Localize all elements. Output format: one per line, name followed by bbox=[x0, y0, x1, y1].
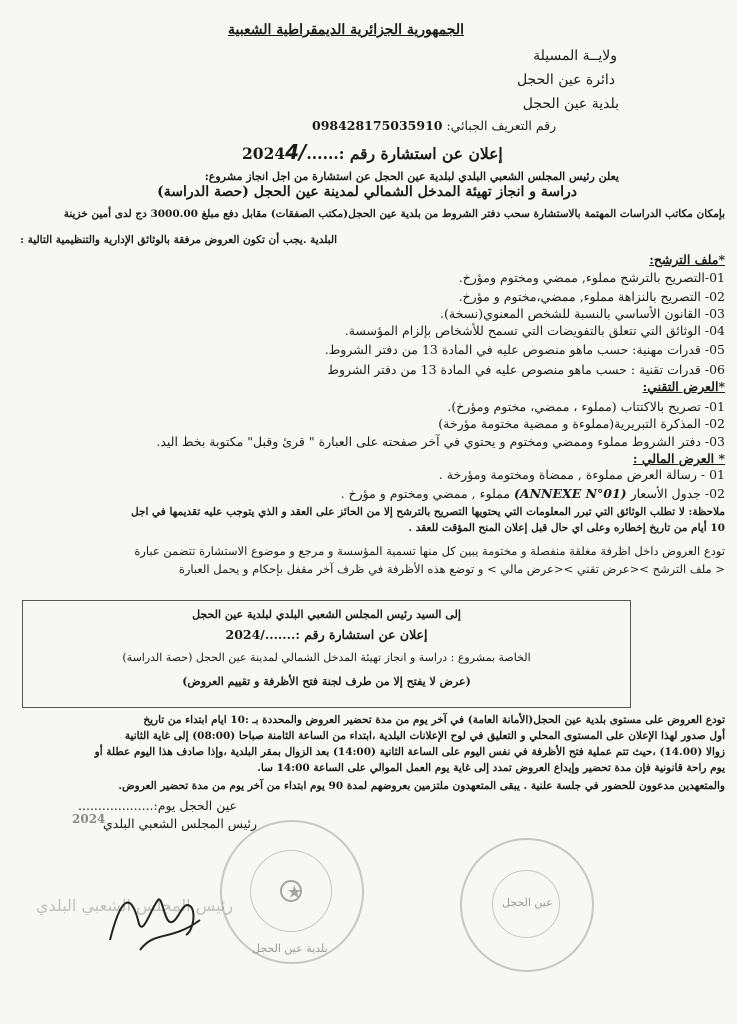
handwritten-signature bbox=[100, 880, 210, 960]
service-stamp bbox=[460, 838, 594, 972]
nif-value: 098428175035910 bbox=[312, 118, 443, 133]
deposit-line-4: يوم راحة قانونية فإن مدة تحضير وإيداع العروض تمدد إلى غاية يوم العمل الموالي على الساعة 14:00 سا. bbox=[257, 762, 725, 774]
deposit-line-1: تودع العروض على مستوى بلدية عين الحجل(الأمانة العامة) في آخر يوم من مدة تحضير العروض والمحددة بـ :10 ايام ابتداء من تاريخ bbox=[143, 714, 725, 726]
title-year: 2024 bbox=[242, 144, 286, 163]
project-title: دراسة و انجاز تهيئة المدخل الشمالي لمدينة عين الحجل (حصة الدراسة) bbox=[157, 184, 577, 200]
mayor-title: رئيس المجلس الشعبي البلدي bbox=[103, 816, 257, 831]
annex-label: (ANNEXE N°01) bbox=[514, 486, 627, 501]
service-stamp-text: عين الحجل bbox=[502, 896, 553, 909]
daira-label: دائرة عين الحجل bbox=[516, 72, 615, 88]
intro-documents-line: البلدية .يجب أن تكون العروض مرفقة بالوثائق الإدارية والتنظيمية التالية : bbox=[20, 234, 337, 246]
box-line-4: (عرض لا يفتح إلا من طرف لجنة فتح الأظرفة و تقييم العروض) bbox=[182, 675, 471, 688]
deposit-line-5: والمتعهدين مدعوون للحضور في جلسة علنية . يبقى المتعهدون ملتزمين بعروضهم لمدة 90 يوم ابتداء من آخر يوم من مدة تحضير العروض. bbox=[118, 780, 725, 792]
note-line-2: 10 أيام من تاريخ إخطاره وعلى اي حال قبل إعلان المنح المؤقت للعقد . bbox=[408, 522, 725, 534]
nif-row bbox=[312, 118, 556, 133]
candidature-heading: *ملف الترشح: bbox=[649, 252, 725, 267]
envelope-line-2: < ملف الترشح ><عرض تقني ><عرض مالي > و توضع هذه الأظرفة في ظرف آخر مقفل بإحكام و يحمل العبارة bbox=[178, 562, 725, 576]
candidature-item-5: 05- قدرات مهنية: حسب ماهو منصوص عليه في المادة 13 من دفتر الشروط. bbox=[324, 342, 725, 357]
municipal-stamp-text: بلدية عين الحجل bbox=[252, 942, 328, 955]
faint-stamp-text: رئيس المجلس الشعبي البلدي bbox=[36, 896, 234, 915]
technical-item-3: 03- دفتر الشروط مملوء وممضي ومختوم و يحتوي في آخر صفحته على العبارة " قرئ وقبل" مكتوبة بخط اليد. bbox=[156, 434, 725, 449]
candidature-item-3: 03- القانون الأساسي بالنسبة للشخص المعنوي(نسخة). bbox=[440, 306, 725, 321]
technical-item-2: 02- المذكرة التبريرية(مملوءة و ممضية مختومة مؤرخة) bbox=[438, 416, 725, 431]
commune-label: بلدية عين الحجل bbox=[522, 96, 619, 112]
deposit-line-2: أول صدور لهذا الإعلان على المستوى المحلي و التعليق في لوح الإعلانات البلدية ،ابتداء من الساعة الثامنة صباحا (08:00) إلى غاية الثانية bbox=[124, 730, 725, 742]
wilaya-label: ولايــة المسيلة bbox=[533, 48, 617, 64]
title-text: إعلان عن استشارة رقم :...... bbox=[306, 144, 503, 163]
financial-heading: * العرض المالي : bbox=[632, 451, 725, 466]
star-crescent-icon bbox=[276, 876, 306, 906]
title-handwritten: 4/ bbox=[285, 140, 307, 164]
financial-item-1: 01 - رسالة العرض مملوءة , ممضاة ومختومة ومؤرخة . bbox=[438, 467, 725, 482]
candidature-item-6: 06- قدرات تقنية : حسب ماهو منصوص عليه في المادة 13 من دفتر الشروط bbox=[327, 362, 725, 377]
box-line-3: الخاصة بمشروع : دراسة و انجاز تهيئة المدخل الشمالي لمدينة عين الحجل (حصة الدراسة) bbox=[122, 651, 531, 664]
envelope-box bbox=[22, 600, 631, 708]
nif-label: رقم التعريف الجبائي: bbox=[446, 118, 557, 133]
note-line-1: ملاحظة: لا تطلب الوثائق التي تبرر المعلومات التي يحتويها التصريح بالترشح إلا من الحائز على العقد و الذي يتوجب عليه تقديمها في اجل bbox=[131, 506, 725, 518]
republic-title: الجمهورية الجزائرية الديمقراطية الشعبية bbox=[228, 22, 465, 38]
financial-item-2 bbox=[341, 486, 725, 501]
intro-line: يعلن رئيس المجلس الشعبي البلدي لبلدية عين الحجل عن استشارة من اجل انجاز مشروع: bbox=[204, 170, 619, 183]
candidature-item-2: 02- التصريح بالنزاهة مملوء, ممضي،مختوم و مؤرخ. bbox=[458, 289, 725, 304]
municipal-stamp bbox=[220, 820, 364, 964]
faint-year: 2024 bbox=[72, 812, 106, 826]
intro-withdraw-line: بإمكان مكاتب الدراسات المهتمة بالاستشارة سحب دفتر الشروط من بلدية عين الحجل(مكتب الصفقات) مقابل دفع مبلغ 3000.00 دج لدى أمين خزينة bbox=[63, 208, 725, 220]
box-line-1: إلى السيد رئيس المجلس الشعبي البلدي لبلدية عين الحجل bbox=[192, 608, 461, 621]
financial-item-2-pre: 02- جدول الأسعار bbox=[630, 486, 725, 501]
deposit-line-3: زوالا (14.00) ،حيث تتم عملية فتح الأظرفة في نفس اليوم على الساعة الثانية (14:00) بعد الزوال بمقر البلدية ،وإذا صادف هذا اليوم عطلة أو bbox=[94, 746, 725, 758]
candidature-item-4: 04- الوثائق التي تتعلق بالتفويضات التي تسمح للأشخاص بإلزام المؤسسة. bbox=[344, 323, 725, 338]
envelope-line-1: تودع العروض داخل اظرفة مغلقة منفصلة و مختومة يبين كل منها تسمية المؤسسة و مرجع و موضوع الاستشارة تتضمن عبارة bbox=[134, 544, 725, 558]
technical-item-1: 01- تصريح بالاكتتاب (مملوء ، ممضي، مختوم ومؤرخ). bbox=[447, 399, 725, 414]
financial-item-2-post: مملوء , ممضي ومختوم و مؤرخ . bbox=[340, 486, 511, 501]
announcement-title bbox=[242, 140, 503, 164]
candidature-item-1: 01-التصريح بالترشح مملوء, ممضي ومختوم ومؤرخ. bbox=[458, 270, 725, 285]
place-date: عين الحجل يوم:................... bbox=[78, 798, 237, 813]
technical-heading: *العرض التقني: bbox=[642, 379, 725, 394]
box-line-2: إعلان عن استشارة رقم :......./2024 bbox=[225, 627, 428, 642]
